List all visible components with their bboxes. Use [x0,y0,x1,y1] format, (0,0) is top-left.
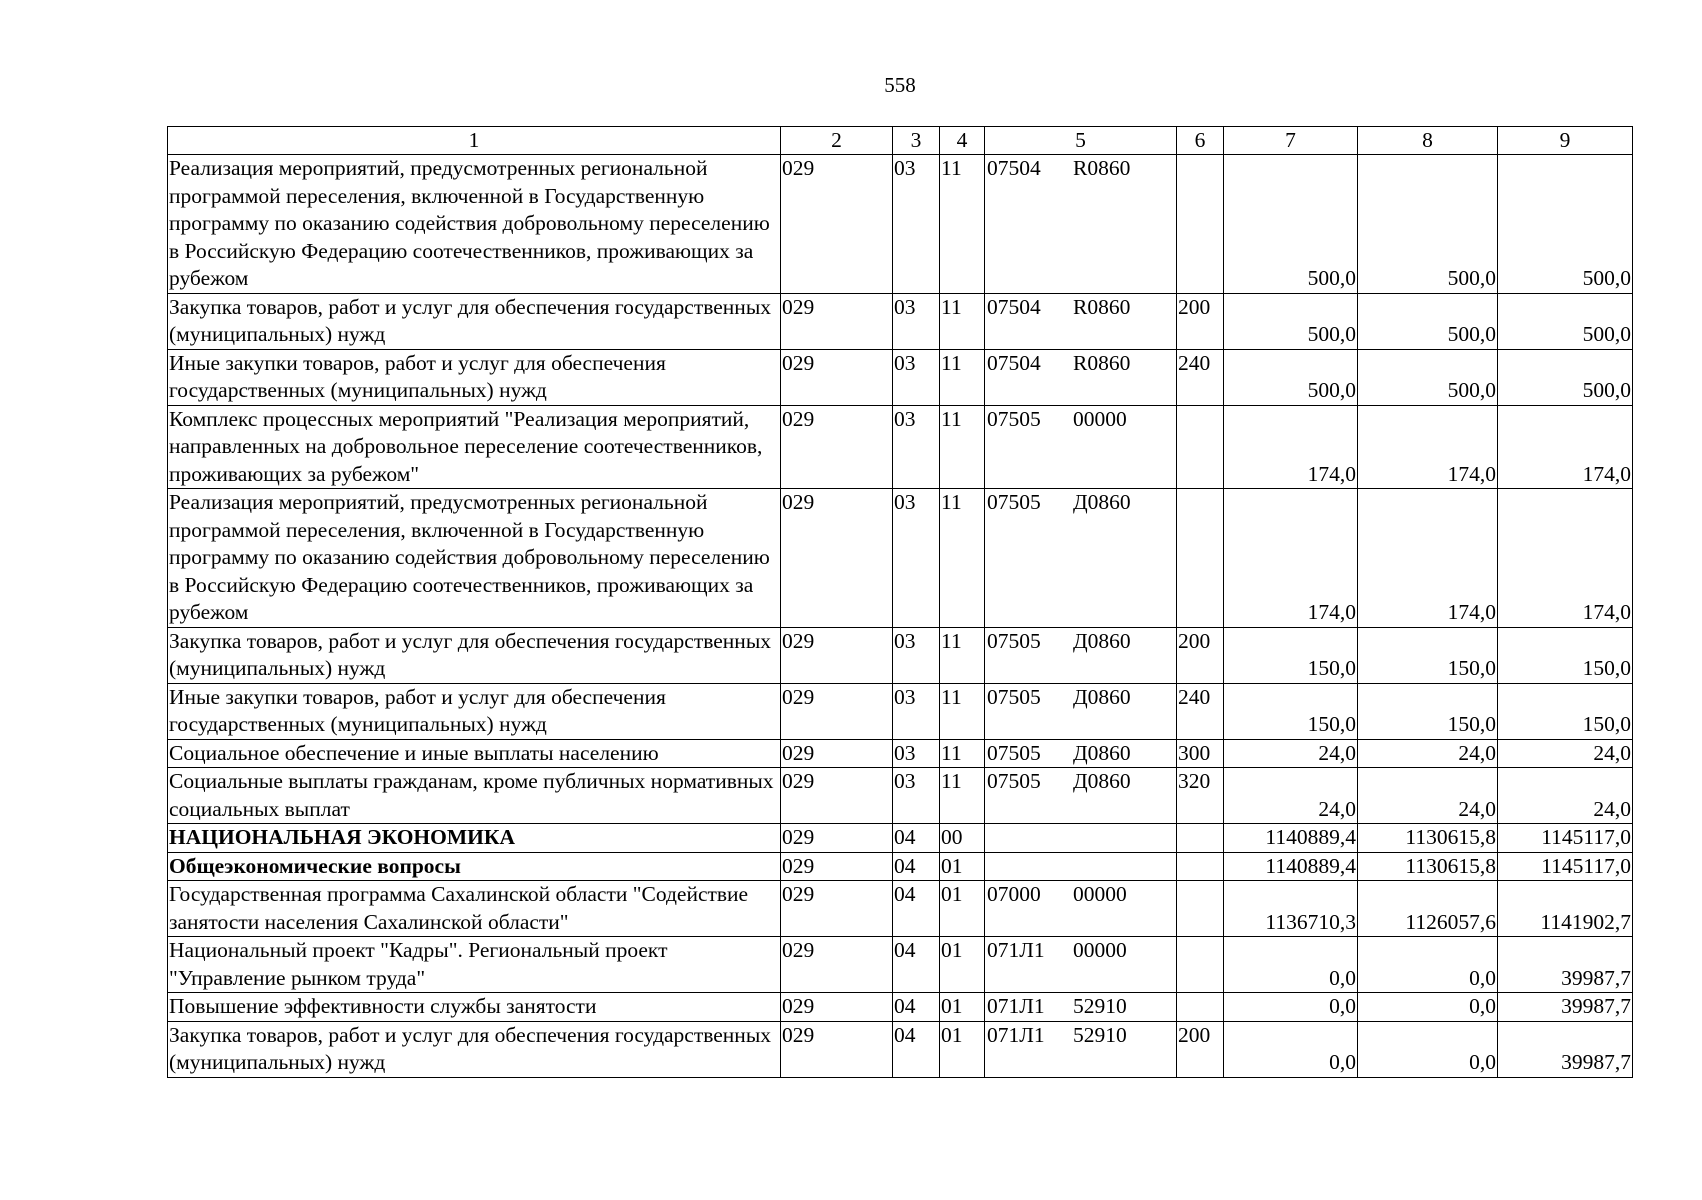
row-code-3: 04 [893,881,940,937]
row-code-5-program: 07000 [987,882,1041,906]
row-value-8: 1126057,6 [1358,881,1498,937]
row-code-2: 029 [781,881,893,937]
row-code-4: 11 [940,405,985,489]
row-code-5 [985,881,1177,937]
row-value-9: 500,0 [1498,155,1633,294]
row-code-4: 01 [940,852,985,881]
header-cell: 3 [893,127,940,155]
row-code-5 [985,824,1177,853]
row-name-cell: Реализация мероприятий, предусмотренных региональной программой переселения, включенной в Государственную программу по оказанию содействия добровольному переселению в Российскую Федерацию соотечественников, проживающих за рубежом [168,489,781,628]
row-code-2: 029 [781,349,893,405]
row-code-2: 029 [781,739,893,768]
header-cell: 7 [1224,127,1358,155]
row-code-6: 240 [1177,349,1224,405]
row-name-cell: Государственная программа Сахалинской области "Содействие занятости населения Сахалинской области" [168,881,781,937]
row-code-4: 11 [940,155,985,294]
row-code-5-program: 07504 [987,294,1041,319]
row-code-6 [1177,489,1224,628]
row-code-4: 01 [940,993,985,1022]
row-code-4: 01 [940,937,985,993]
row-value-8: 0,0 [1358,993,1498,1022]
row-value-9: 39987,7 [1498,993,1633,1022]
row-code-6: 200 [1177,1021,1224,1077]
row-code-2: 029 [781,937,893,993]
table-row [168,349,1633,405]
row-code-5-direction: 52910 [1073,1022,1127,1047]
row-value-9: 150,0 [1498,627,1633,683]
row-value-7: 150,0 [1224,627,1358,683]
header-cell: 4 [940,127,985,155]
table-row [168,489,1633,628]
row-code-5-direction: 00000 [1073,406,1127,431]
table-row [168,155,1633,294]
row-code-5-program: 071Л1 [987,938,1045,962]
row-code-5-direction: Д0860 [1073,628,1131,653]
table-row [168,852,1633,881]
row-value-8: 0,0 [1358,937,1498,993]
row-code-2: 029 [781,155,893,294]
row-code-2: 029 [781,768,893,824]
row-value-9: 150,0 [1498,683,1633,739]
row-code-4: 11 [940,683,985,739]
row-code-6: 200 [1177,293,1224,349]
row-code-5 [985,739,1177,768]
page-number: 558 [884,73,916,97]
row-code-5-program: 07505 [987,490,1041,514]
row-code-3: 04 [893,824,940,853]
row-value-7: 174,0 [1224,405,1358,489]
row-code-3: 04 [893,1021,940,1077]
table-row [168,937,1633,993]
row-value-9: 1141902,7 [1498,881,1633,937]
row-name-cell: НАЦИОНАЛЬНАЯ ЭКОНОМИКА [168,824,781,853]
row-code-5-program: 07504 [987,350,1041,375]
row-value-7: 500,0 [1224,349,1358,405]
row-code-5 [985,768,1177,824]
row-value-7: 0,0 [1224,993,1358,1022]
row-code-5-direction: R0860 [1073,350,1131,375]
row-code-5-direction: R0860 [1073,156,1131,180]
row-value-8: 1130615,8 [1358,824,1498,853]
header-cell: 6 [1177,127,1224,155]
row-code-2: 029 [781,293,893,349]
budget-table [167,126,1633,1078]
row-value-9: 39987,7 [1498,937,1633,993]
row-value-8: 500,0 [1358,349,1498,405]
table-row [168,683,1633,739]
row-name-cell: Реализация мероприятий, предусмотренных региональной программой переселения, включенной в Государственную программу по оказанию содействия добровольному переселению в Российскую Федерацию соотечественников, проживающих за рубежом [168,155,781,294]
row-value-7: 1140889,4 [1224,852,1358,881]
row-code-5-program: 071Л1 [987,1022,1045,1047]
row-code-4: 01 [940,881,985,937]
row-code-3: 04 [893,852,940,881]
row-code-5 [985,852,1177,881]
row-value-9: 500,0 [1498,349,1633,405]
row-code-6 [1177,993,1224,1022]
header-cell: 2 [781,127,893,155]
header-cell: 1 [168,127,781,155]
table-row [168,739,1633,768]
row-code-5 [985,405,1177,489]
row-code-5-program: 07504 [987,156,1041,180]
row-name-cell: Повышение эффективности службы занятости [168,993,781,1022]
row-code-5 [985,155,1177,294]
table-row [168,293,1633,349]
row-code-6 [1177,155,1224,294]
row-value-7: 174,0 [1224,489,1358,628]
row-value-8: 174,0 [1358,489,1498,628]
row-code-5 [985,683,1177,739]
row-code-5-program: 071Л1 [987,994,1045,1018]
row-value-8: 174,0 [1358,405,1498,489]
row-code-6 [1177,852,1224,881]
row-name-cell: Социальные выплаты гражданам, кроме публичных нормативных социальных выплат [168,768,781,824]
row-code-2: 029 [781,1021,893,1077]
row-code-3: 03 [893,683,940,739]
row-code-2: 029 [781,824,893,853]
row-value-9: 39987,7 [1498,1021,1633,1077]
row-code-5-program: 07505 [987,628,1041,653]
row-code-5 [985,937,1177,993]
row-code-3: 03 [893,627,940,683]
row-name-cell: Иные закупки товаров, работ и услуг для обеспечения государственных (муниципальных) нужд [168,349,781,405]
row-code-5-program: 07505 [987,684,1041,709]
row-name-cell: Социальное обеспечение и иные выплаты населению [168,739,781,768]
table-row [168,993,1633,1022]
row-code-6 [1177,881,1224,937]
row-value-8: 150,0 [1358,683,1498,739]
row-code-3: 04 [893,937,940,993]
table-row [168,627,1633,683]
table-row [168,768,1633,824]
row-code-5 [985,349,1177,405]
row-code-5-program: 07505 [987,740,1041,765]
row-value-7: 24,0 [1224,739,1358,768]
row-value-8: 0,0 [1358,1021,1498,1077]
row-code-3: 03 [893,489,940,628]
row-value-7: 24,0 [1224,768,1358,824]
row-code-3: 03 [893,155,940,294]
row-code-5 [985,993,1177,1022]
row-value-9: 24,0 [1498,739,1633,768]
row-code-6: 300 [1177,739,1224,768]
row-code-4: 11 [940,489,985,628]
row-code-5-program: 07505 [987,406,1041,431]
row-value-7: 500,0 [1224,293,1358,349]
row-code-6: 320 [1177,768,1224,824]
header-cell: 5 [985,127,1177,155]
row-name-cell: Национальный проект "Кадры". Региональный проект "Управление рынком труда" [168,937,781,993]
row-name-cell: Иные закупки товаров, работ и услуг для обеспечения государственных (муниципальных) нужд [168,683,781,739]
row-value-7: 1136710,3 [1224,881,1358,937]
row-value-8: 500,0 [1358,293,1498,349]
row-value-9: 1145117,0 [1498,824,1633,853]
row-code-5-direction: Д0860 [1073,769,1131,793]
table-row [168,405,1633,489]
row-value-9: 500,0 [1498,293,1633,349]
row-value-8: 500,0 [1358,155,1498,294]
row-code-2: 029 [781,683,893,739]
row-name-cell: Комплекс процессных мероприятий "Реализация мероприятий, направленных на добровольное переселение соотечественников, проживающих за рубежом" [168,405,781,489]
row-code-6: 240 [1177,683,1224,739]
row-code-6 [1177,405,1224,489]
row-code-4: 01 [940,1021,985,1077]
table-row [168,881,1633,937]
row-value-8: 24,0 [1358,739,1498,768]
row-code-3: 03 [893,293,940,349]
row-value-8: 1130615,8 [1358,852,1498,881]
row-code-5-direction: Д0860 [1073,490,1131,514]
row-code-5-direction: 00000 [1073,938,1127,962]
row-code-3: 03 [893,349,940,405]
table-row [168,824,1633,853]
row-value-9: 174,0 [1498,405,1633,489]
row-code-3: 03 [893,405,940,489]
row-code-5-direction: Д0860 [1073,684,1131,709]
row-code-4: 11 [940,739,985,768]
row-code-3: 03 [893,768,940,824]
row-code-5 [985,627,1177,683]
row-name-cell: Закупка товаров, работ и услуг для обеспечения государственных (муниципальных) нужд [168,293,781,349]
header-cell: 8 [1358,127,1498,155]
row-code-4: 11 [940,349,985,405]
row-code-6: 200 [1177,627,1224,683]
row-code-2: 029 [781,489,893,628]
row-code-5-direction: 00000 [1073,882,1127,906]
row-value-7: 500,0 [1224,155,1358,294]
row-code-4: 00 [940,824,985,853]
row-code-4: 11 [940,627,985,683]
row-code-5 [985,293,1177,349]
row-value-9: 24,0 [1498,768,1633,824]
row-code-6 [1177,937,1224,993]
row-code-5-direction: Д0860 [1073,740,1131,765]
row-code-2: 029 [781,852,893,881]
row-code-5 [985,1021,1177,1077]
header-row [168,127,1633,155]
row-code-2: 029 [781,627,893,683]
row-value-7: 0,0 [1224,937,1358,993]
row-code-4: 11 [940,293,985,349]
row-value-7: 150,0 [1224,683,1358,739]
header-cell: 9 [1498,127,1633,155]
row-value-7: 0,0 [1224,1021,1358,1077]
row-code-5-direction: 52910 [1073,994,1127,1018]
row-code-4: 11 [940,768,985,824]
row-code-2: 029 [781,993,893,1022]
row-value-8: 150,0 [1358,627,1498,683]
row-value-7: 1140889,4 [1224,824,1358,853]
row-code-6 [1177,824,1224,853]
row-code-5 [985,489,1177,628]
row-code-5-direction: R0860 [1073,294,1131,319]
row-code-2: 029 [781,405,893,489]
row-name-cell: Общеэкономические вопросы [168,852,781,881]
row-value-9: 1145117,0 [1498,852,1633,881]
row-value-9: 174,0 [1498,489,1633,628]
table-row [168,1021,1633,1077]
row-code-5-program: 07505 [987,769,1041,793]
row-name-cell: Закупка товаров, работ и услуг для обеспечения государственных (муниципальных) нужд [168,1021,781,1077]
row-value-8: 24,0 [1358,768,1498,824]
row-name-cell: Закупка товаров, работ и услуг для обеспечения государственных (муниципальных) нужд [168,627,781,683]
row-code-3: 03 [893,739,940,768]
row-code-3: 04 [893,993,940,1022]
